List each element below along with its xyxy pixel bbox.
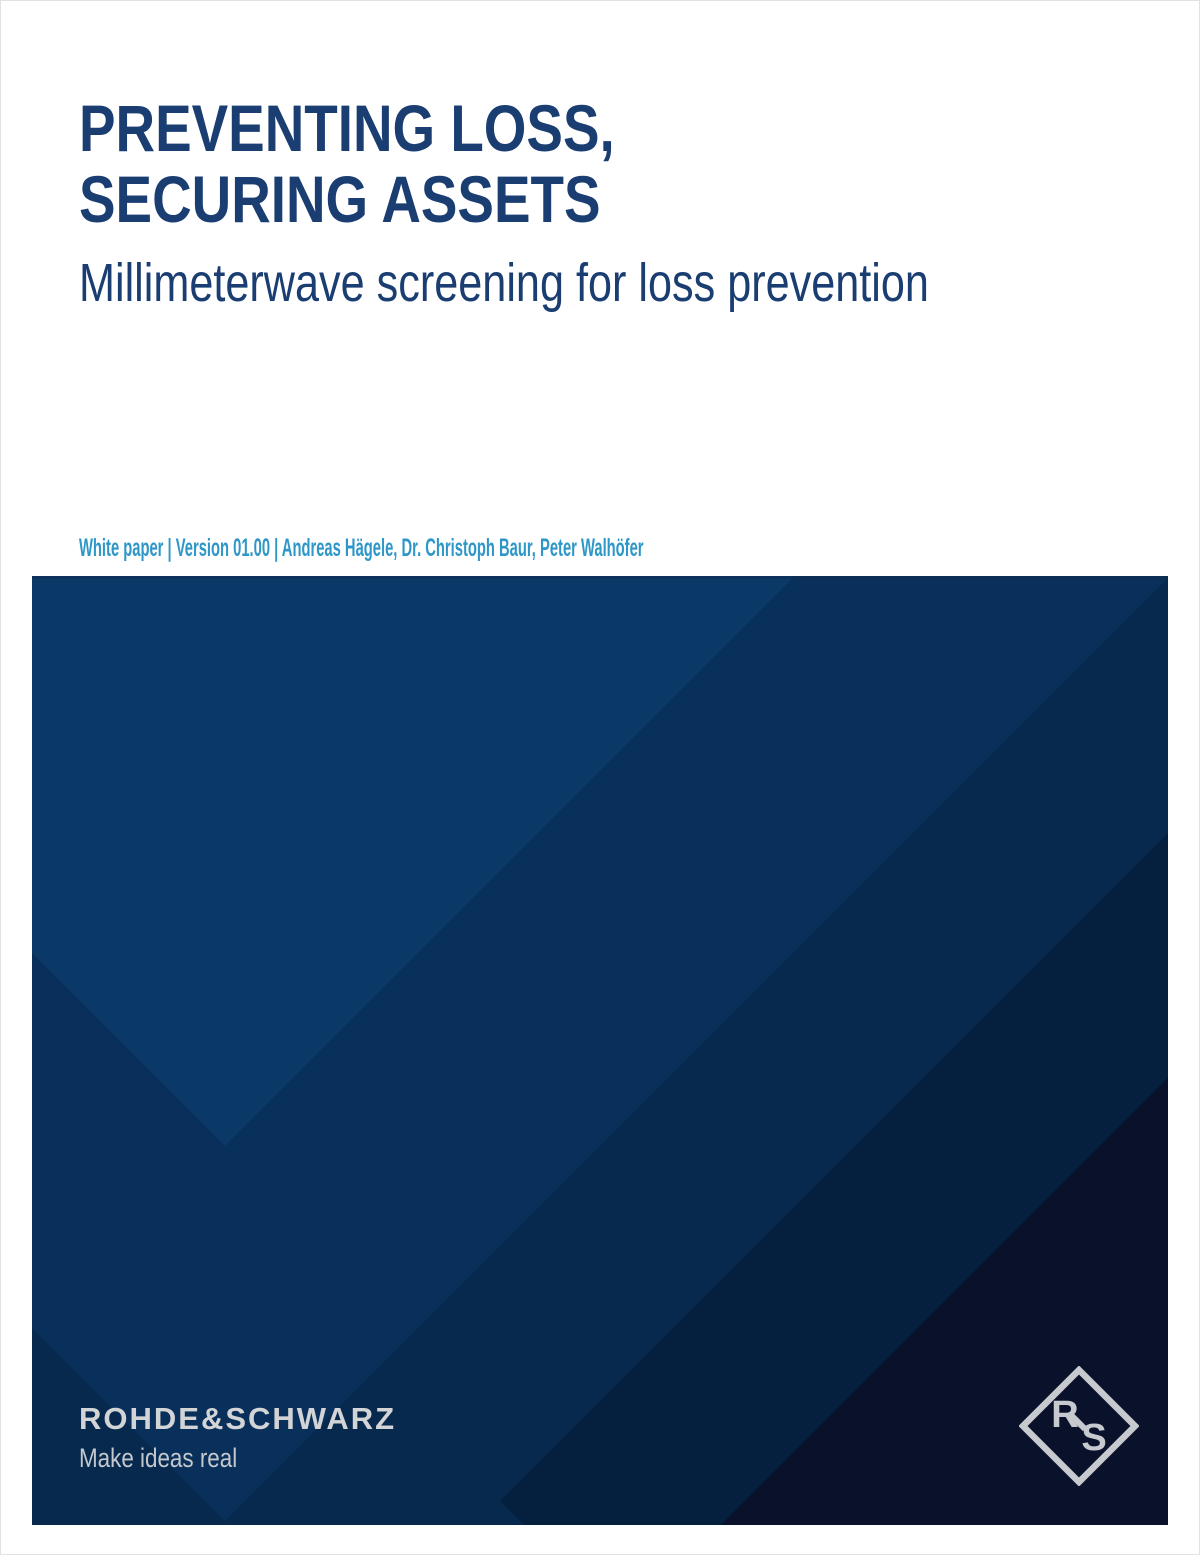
logo-letter-s: S: [1081, 1417, 1107, 1459]
rohde-schwarz-wordmark: ROHDE&SCHWARZ: [79, 1401, 397, 1436]
panel-top-edge-line: [32, 576, 1168, 579]
brand-tagline: Make ideas real: [79, 1443, 238, 1473]
cover-artwork: [32, 576, 1168, 1525]
title-line-1: PREVENTING LOSS,: [79, 91, 615, 165]
rs-diamond-logo-icon: [1019, 1366, 1139, 1486]
document-meta-line: White paper | Version 01.00 | Andreas Hägele, Dr. Christoph Baur, Peter Walhöfer: [79, 534, 644, 562]
page-subtitle: Millimeterwave screening for loss prevention: [79, 253, 929, 313]
chevron-pattern-graphic: [32, 576, 1168, 1525]
title-line-2: SECURING ASSETS: [79, 162, 601, 236]
logo-letter-r: R: [1051, 1394, 1079, 1436]
page-title: [79, 93, 724, 235]
